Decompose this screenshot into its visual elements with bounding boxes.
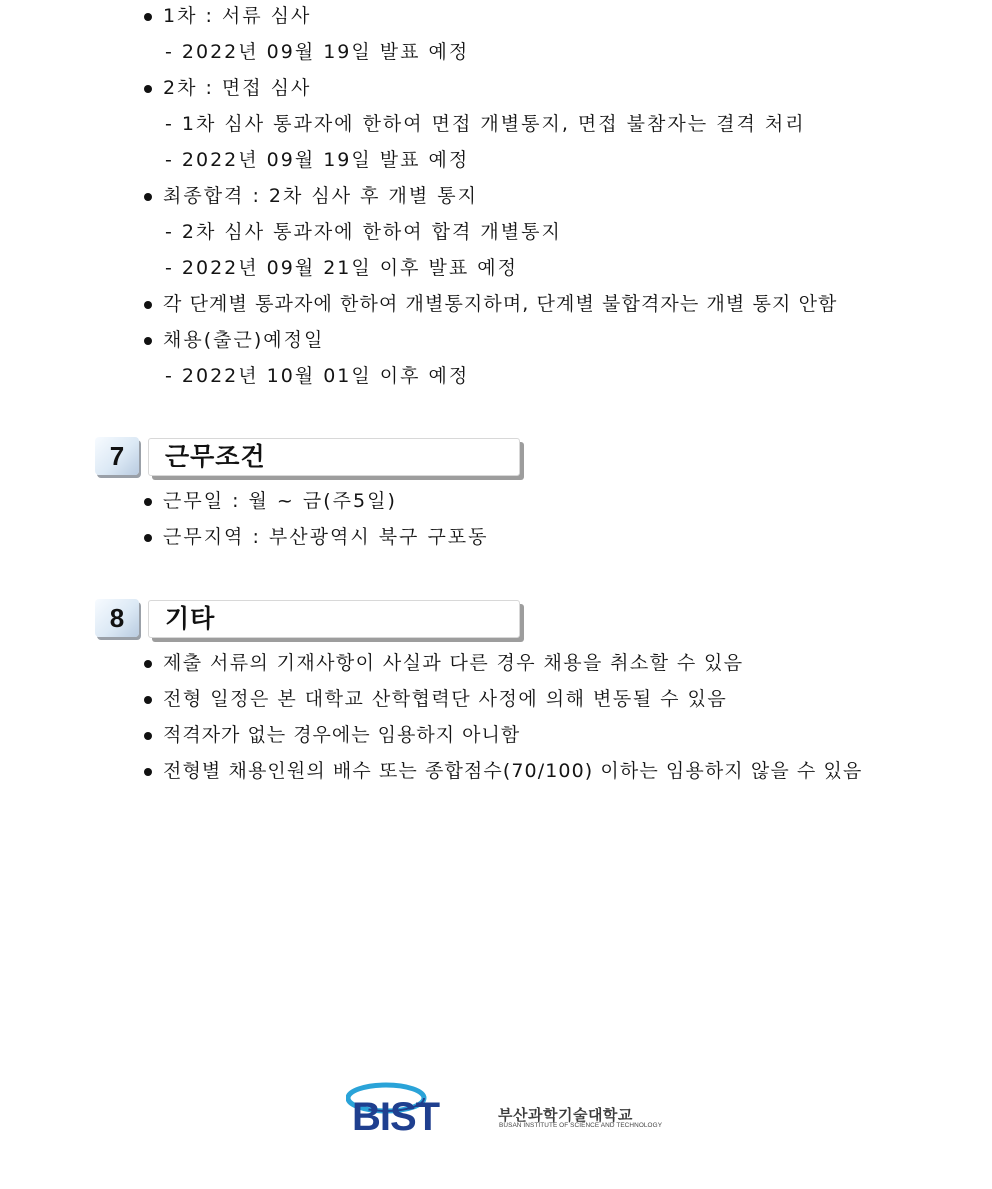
list-subitem: - 2022년 09월 21일 이후 발표 예정 — [165, 257, 518, 279]
logo-mark-text: BIST — [352, 1095, 440, 1136]
section-title: 근무조건 — [165, 442, 266, 471]
bist-logo-mark — [346, 1080, 496, 1136]
list-item: 전형별 채용인원의 배수 또는 종합점수(70/100) 이하는 임용하지 않을 수 있음 — [163, 760, 863, 782]
list-subitem: - 2차 심사 통과자에 한하여 합격 개별통지 — [165, 221, 562, 243]
section-number: 8 — [95, 599, 139, 637]
list-item: 2차 : 면접 심사 — [163, 77, 312, 99]
list-subitem: - 2022년 09월 19일 발표 예정 — [165, 149, 470, 171]
list-item: 전형 일정은 본 대학교 산학협력단 사정에 의해 변동될 수 있음 — [163, 688, 728, 710]
section-number: 7 — [95, 437, 139, 475]
university-logo — [346, 1080, 666, 1136]
section-title: 기타 — [165, 604, 216, 633]
logo-name-en: BUSAN INSTITUTE OF SCIENCE AND TECHNOLOGY — [499, 1122, 663, 1129]
section-title-bar — [148, 438, 520, 476]
list-subitem: - 1차 심사 통과자에 한하여 면접 개별통지, 면접 불참자는 결격 처리 — [165, 113, 806, 135]
list-item: 각 단계별 통과자에 한하여 개별통지하며, 단계별 불합격자는 개별 통지 안함 — [163, 293, 838, 315]
list-subitem: - 2022년 09월 19일 발표 예정 — [165, 41, 470, 63]
list-item: 최종합격 : 2차 심사 후 개별 통지 — [163, 185, 478, 207]
section-title-bar — [148, 600, 520, 638]
logo-name-ko: 부산과학기술대학교 — [498, 1106, 633, 1124]
list-item: 근무일 : 월 ~ 금(주5일) — [163, 490, 397, 512]
list-item: 적격자가 없는 경우에는 임용하지 아니함 — [163, 724, 521, 746]
list-subitem: - 2022년 10월 01일 이후 예정 — [165, 365, 470, 387]
list-item: 근무지역 : 부산광역시 북구 구포동 — [163, 526, 489, 548]
list-item: 제출 서류의 기재사항이 사실과 다른 경우 채용을 취소할 수 있음 — [163, 652, 744, 674]
list-item: 채용(출근)예정일 — [163, 329, 325, 351]
list-item: 1차 : 서류 심사 — [163, 5, 312, 27]
